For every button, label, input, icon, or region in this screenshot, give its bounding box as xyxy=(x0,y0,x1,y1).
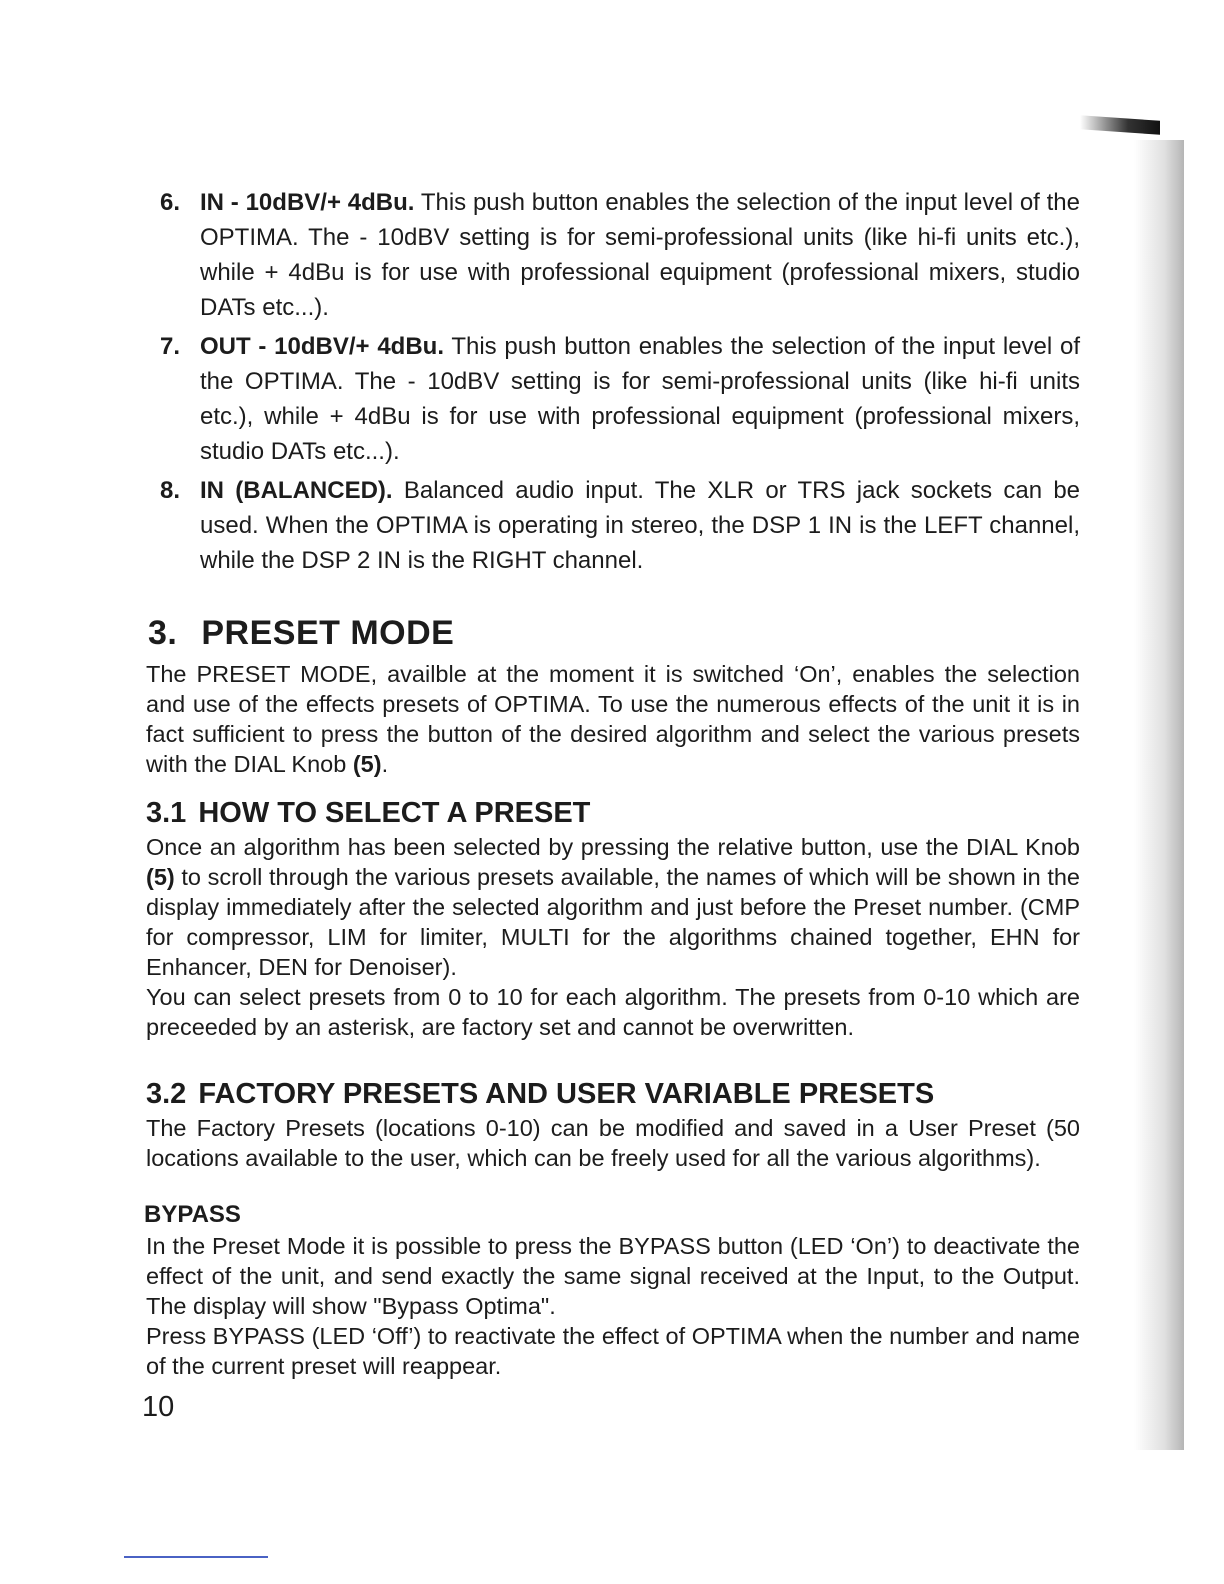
list-item-text xyxy=(200,473,1080,578)
section-number: 3. xyxy=(148,614,178,652)
subsection-paragraph: You can select presets from 0 to 10 for each algorithm. The presets from 0-10 which are preceeded by an asterisk, are factory set and cannot be overwritten. xyxy=(146,984,1080,1040)
list-item-text xyxy=(200,185,1080,325)
paragraph-text: Once an algorithm has been selected by pressing the relative button, use the DIAL Knob xyxy=(146,834,1080,860)
bypass-paragraph: In the Preset Mode it is possible to press the BYPASS button (LED ‘On’) to deactivate the effect of the unit, and send exactly the same signal received at the Input, to the Output. The display will show "Bypass Optima". xyxy=(146,1233,1080,1319)
list-item-text xyxy=(200,329,1080,469)
numbered-list xyxy=(140,185,1080,578)
list-item-number: 8. xyxy=(160,477,181,504)
bypass-heading: BYPASS xyxy=(144,1201,241,1228)
page-content xyxy=(140,185,1080,1424)
subsection-number: 3.1 xyxy=(146,797,187,829)
list-item-number: 7. xyxy=(160,333,181,360)
list-item-body: Balanced audio input. The XLR or TRS jack sockets can be used. When the OPTIMA is operating in stereo, the DSP 1 IN is the LEFT channel, while the DSP 2 IN is the RIGHT channel. xyxy=(200,477,1081,574)
scan-corner-mark xyxy=(1080,115,1160,135)
reference-number: (5) xyxy=(146,864,175,890)
subsection-title: FACTORY PRESETS AND USER VARIABLE PRESETS xyxy=(198,1078,935,1110)
list-item-body: This push button enables the selection of the input level of the OPTIMA. The - 10dBV setting is for semi-professional units (like hi-fi units etc.), while + 4dBu is for use with professional equipment (professional mixers, studio DATs etc...). xyxy=(200,189,1081,321)
paragraph-text: The PRESET MODE, availble at the moment it is switched ‘On’, enables the selection and use of the effects presets of OPTIMA. To use the numerous effects of the unit it is in fact sufficient to press the button of the desired algorithm and select the various presets with the DIAL Knob xyxy=(146,661,1080,777)
paragraph-text-end: to scroll through the various presets available, the names of which will be shown in the display immediately after the selected algorithm and just before the Preset number. (CMP for compressor, LIM for limiter, MULTI for the algorithms chained together, EHN for Enhancer, DEN for Denoiser). xyxy=(146,864,1080,980)
subsection-number: 3.2 xyxy=(146,1078,187,1110)
subsection-paragraph xyxy=(146,832,1080,982)
list-item-lead: IN (BALANCED). xyxy=(200,477,393,504)
page-number: 10 xyxy=(142,1391,175,1423)
section-title: PRESET MODE xyxy=(201,614,455,652)
bypass-paragraph: Press BYPASS (LED ‘Off’) to reactivate the effect of OPTIMA when the number and name of the current preset will reappear. xyxy=(146,1323,1080,1379)
list-item-body: This push button enables the selection of the input level of the OPTIMA. The - 10dBV setting is for semi-professional units (like hi-fi units etc.), while + 4dBu is for use with professional equipment (professional mixers, studio DATs etc...). xyxy=(200,333,1080,465)
reference-number: (5) xyxy=(352,751,382,777)
subsection-heading xyxy=(146,797,1080,830)
list-item xyxy=(140,473,1080,578)
footer-rule xyxy=(124,1556,268,1558)
subsection-paragraph: The Factory Presets (locations 0-10) can be modified and saved in a User Preset (50 locations available to the user, which can be freely used for all the various algorithms). xyxy=(146,1115,1080,1171)
section-heading xyxy=(148,614,1080,653)
subsection-heading xyxy=(146,1078,1080,1111)
list-item-lead: OUT - 10dBV/+ 4dBu. xyxy=(200,333,444,360)
list-item xyxy=(140,329,1080,469)
list-item-number: 6. xyxy=(160,189,181,216)
paragraph-text-end: . xyxy=(381,751,389,777)
section-paragraph xyxy=(146,659,1080,779)
list-item-lead: IN - 10dBV/+ 4dBu. xyxy=(200,189,415,216)
subsection-title: HOW TO SELECT A PRESET xyxy=(198,797,591,829)
page-edge-shadow xyxy=(1134,140,1184,1450)
list-item xyxy=(140,185,1080,325)
